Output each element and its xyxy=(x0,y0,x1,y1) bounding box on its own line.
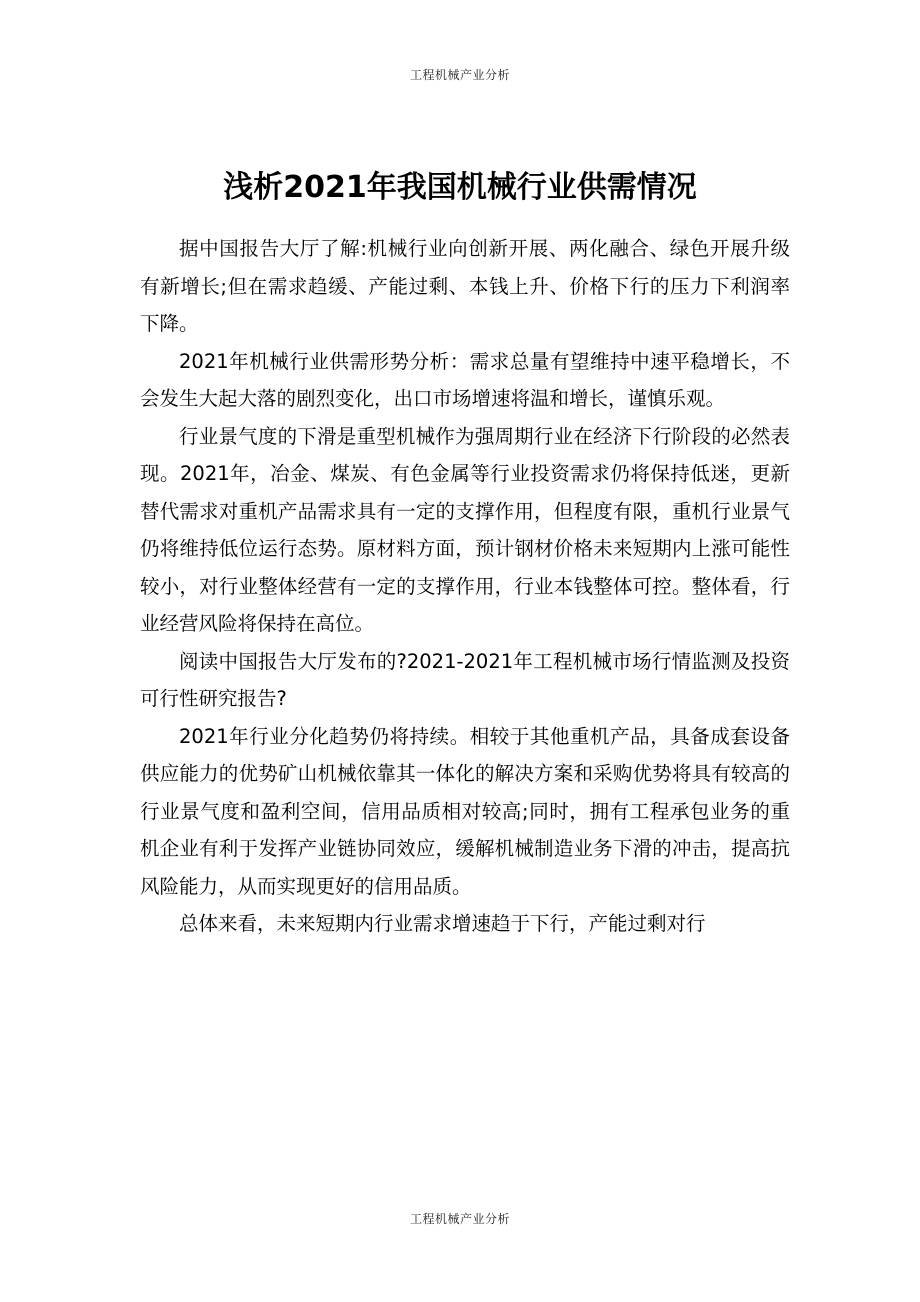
document-body xyxy=(140,230,790,943)
page-header: 工程机械产业分析 xyxy=(409,68,510,82)
paragraph-6: 总体来看，未来短期内行业需求增速趋于下行，产能过剩对行 xyxy=(179,912,706,935)
page-footer: 工程机械产业分析 xyxy=(409,1212,510,1226)
paragraph-1: 据中国报告大厅了解:机械行业向创新开展、两化融合、绿色开展升级有新增长;但在需求趋缓、产能过剩、本钱上升、价格下行的压力下利润率下降。 xyxy=(140,237,790,335)
paragraph-3: 行业景气度的下滑是重型机械作为强周期行业在经济下行阶段的必然表现。2021年，冶金、煤炭、有色金属等行业投资需求仍将保持低迷，更新替代需求对重机产品需求具有一定的支撑作用，但程度有限，重机行业景气仍将维持低位运行态势。原材料方面，预计钢材价格未来短期内上涨可能性较小，对行业整体经营有一定的支撑作用，行业本钱整体可控。整体看，行业经营风险将保持在高位。 xyxy=(140,424,790,635)
paragraph-4: 阅读中国报告大厅发布的?2021-2021年工程机械市场行情监测及投资可行性研究报告? xyxy=(140,649,790,710)
document-title: 浅析2021年我国机械行业供需情况 xyxy=(223,170,697,206)
paragraph-5: 2021年行业分化趋势仍将持续。相较于其他重机产品，具备成套设备供应能力的优势矿山机械依靠其一体化的解决方案和采购优势将具有较高的行业景气度和盈利空间，信用品质相对较高;同时，拥有工程承包业务的重机企业有利于发挥产业链协同效应，缓解机械制造业务下滑的冲击，提高抗风险能力，从而实现更好的信用品质。 xyxy=(140,724,790,898)
paragraph-2: 2021年机械行业供需形势分析：需求总量有望维持中速平稳增长，不会发生大起大落的剧烈变化，出口市场增速将温和增长，谨慎乐观。 xyxy=(140,349,790,410)
